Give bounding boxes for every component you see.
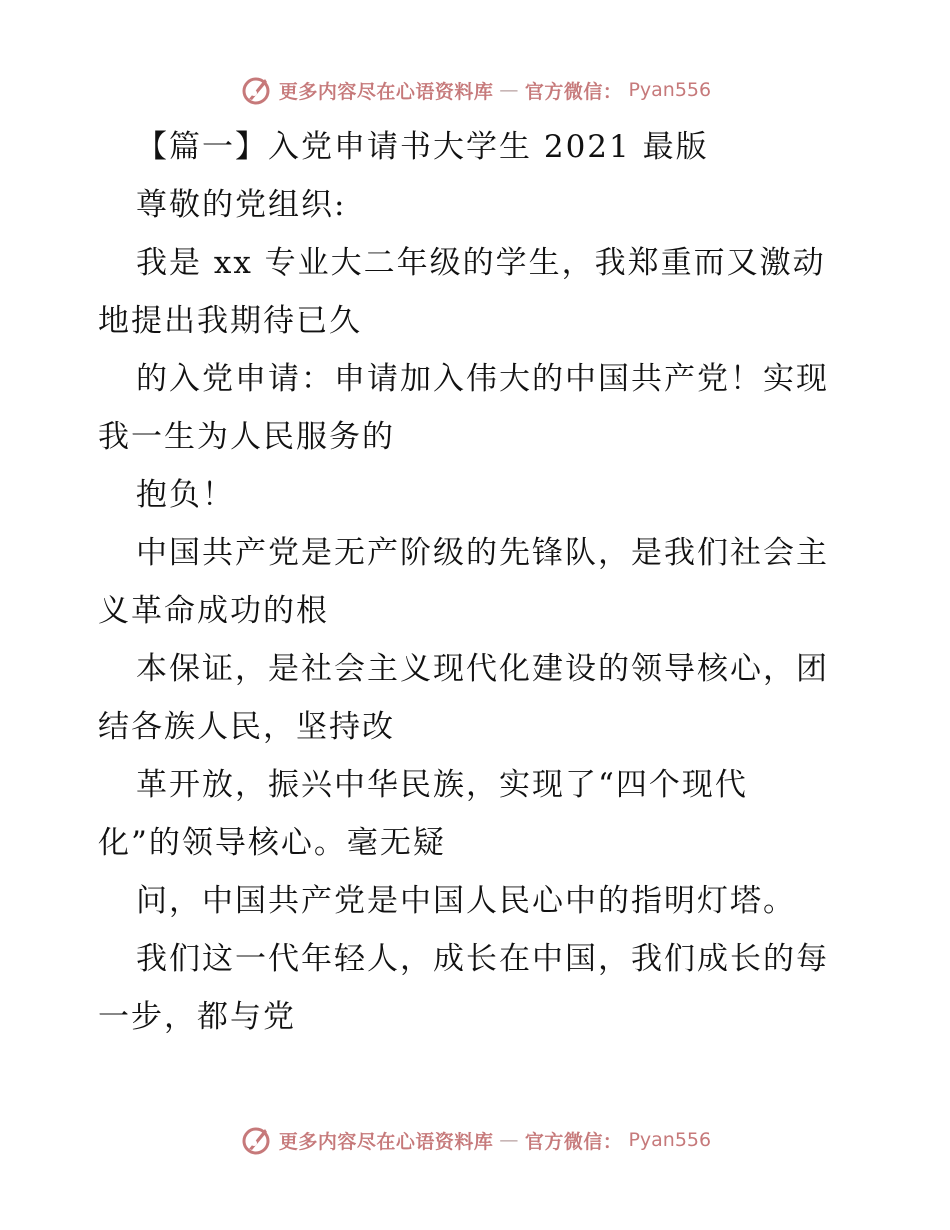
paragraph-line: 地提出我期待已久 [98,303,362,339]
paragraph-line: 我是 xx 专业大二年级的学生，我郑重而又激动 [136,245,826,281]
watermark-dash: — [499,1129,519,1151]
paragraph-line: 一步，都与党 [98,999,296,1035]
watermark-main-text: 更多内容尽在心语资料库 [278,80,494,103]
paragraph-line: 义革命成功的根 [98,593,329,629]
header-watermark [0,70,950,110]
document-body [98,118,858,1046]
watermark-account-id: Pyan556 [628,1129,712,1151]
watermark-account-label: 官方微信： [524,1130,623,1153]
paragraph-line: 我们这一代年轻人，成长在中国，我们成长的每 [136,941,829,977]
watermark-account-id: Pyan556 [628,79,712,101]
quill-logo-icon [239,1123,273,1157]
paragraph-line: 中国共产党是无产阶级的先锋队，是我们社会主 [136,535,829,571]
quill-logo-icon [239,73,273,107]
paragraph-line: 抱负！ [136,477,235,513]
salutation: 尊敬的党组织: [136,187,347,223]
paragraph-line: 我一生为人民服务的 [98,419,395,455]
watermark-main-text: 更多内容尽在心语资料库 [278,1130,494,1153]
paragraph-line: 的入党申请：申请加入伟大的中国共产党！实现 [136,361,829,397]
footer-watermark [0,1120,950,1160]
watermark-account-label: 官方微信： [524,80,623,103]
document-title: 【篇一】入党申请书大学生 2021 最版 [136,129,709,165]
paragraph-line: 化”的领导核心。毫无疑 [98,825,446,861]
paragraph-line: 结各族人民，坚持改 [98,709,395,745]
paragraph-line: 革开放，振兴中华民族，实现了“四个现代 [136,767,748,803]
paragraph-line: 本保证，是社会主义现代化建设的领导核心，团 [136,651,829,687]
watermark-dash: — [499,79,519,101]
paragraph-line: 问，中国共产党是中国人民心中的指明灯塔。 [136,883,796,919]
